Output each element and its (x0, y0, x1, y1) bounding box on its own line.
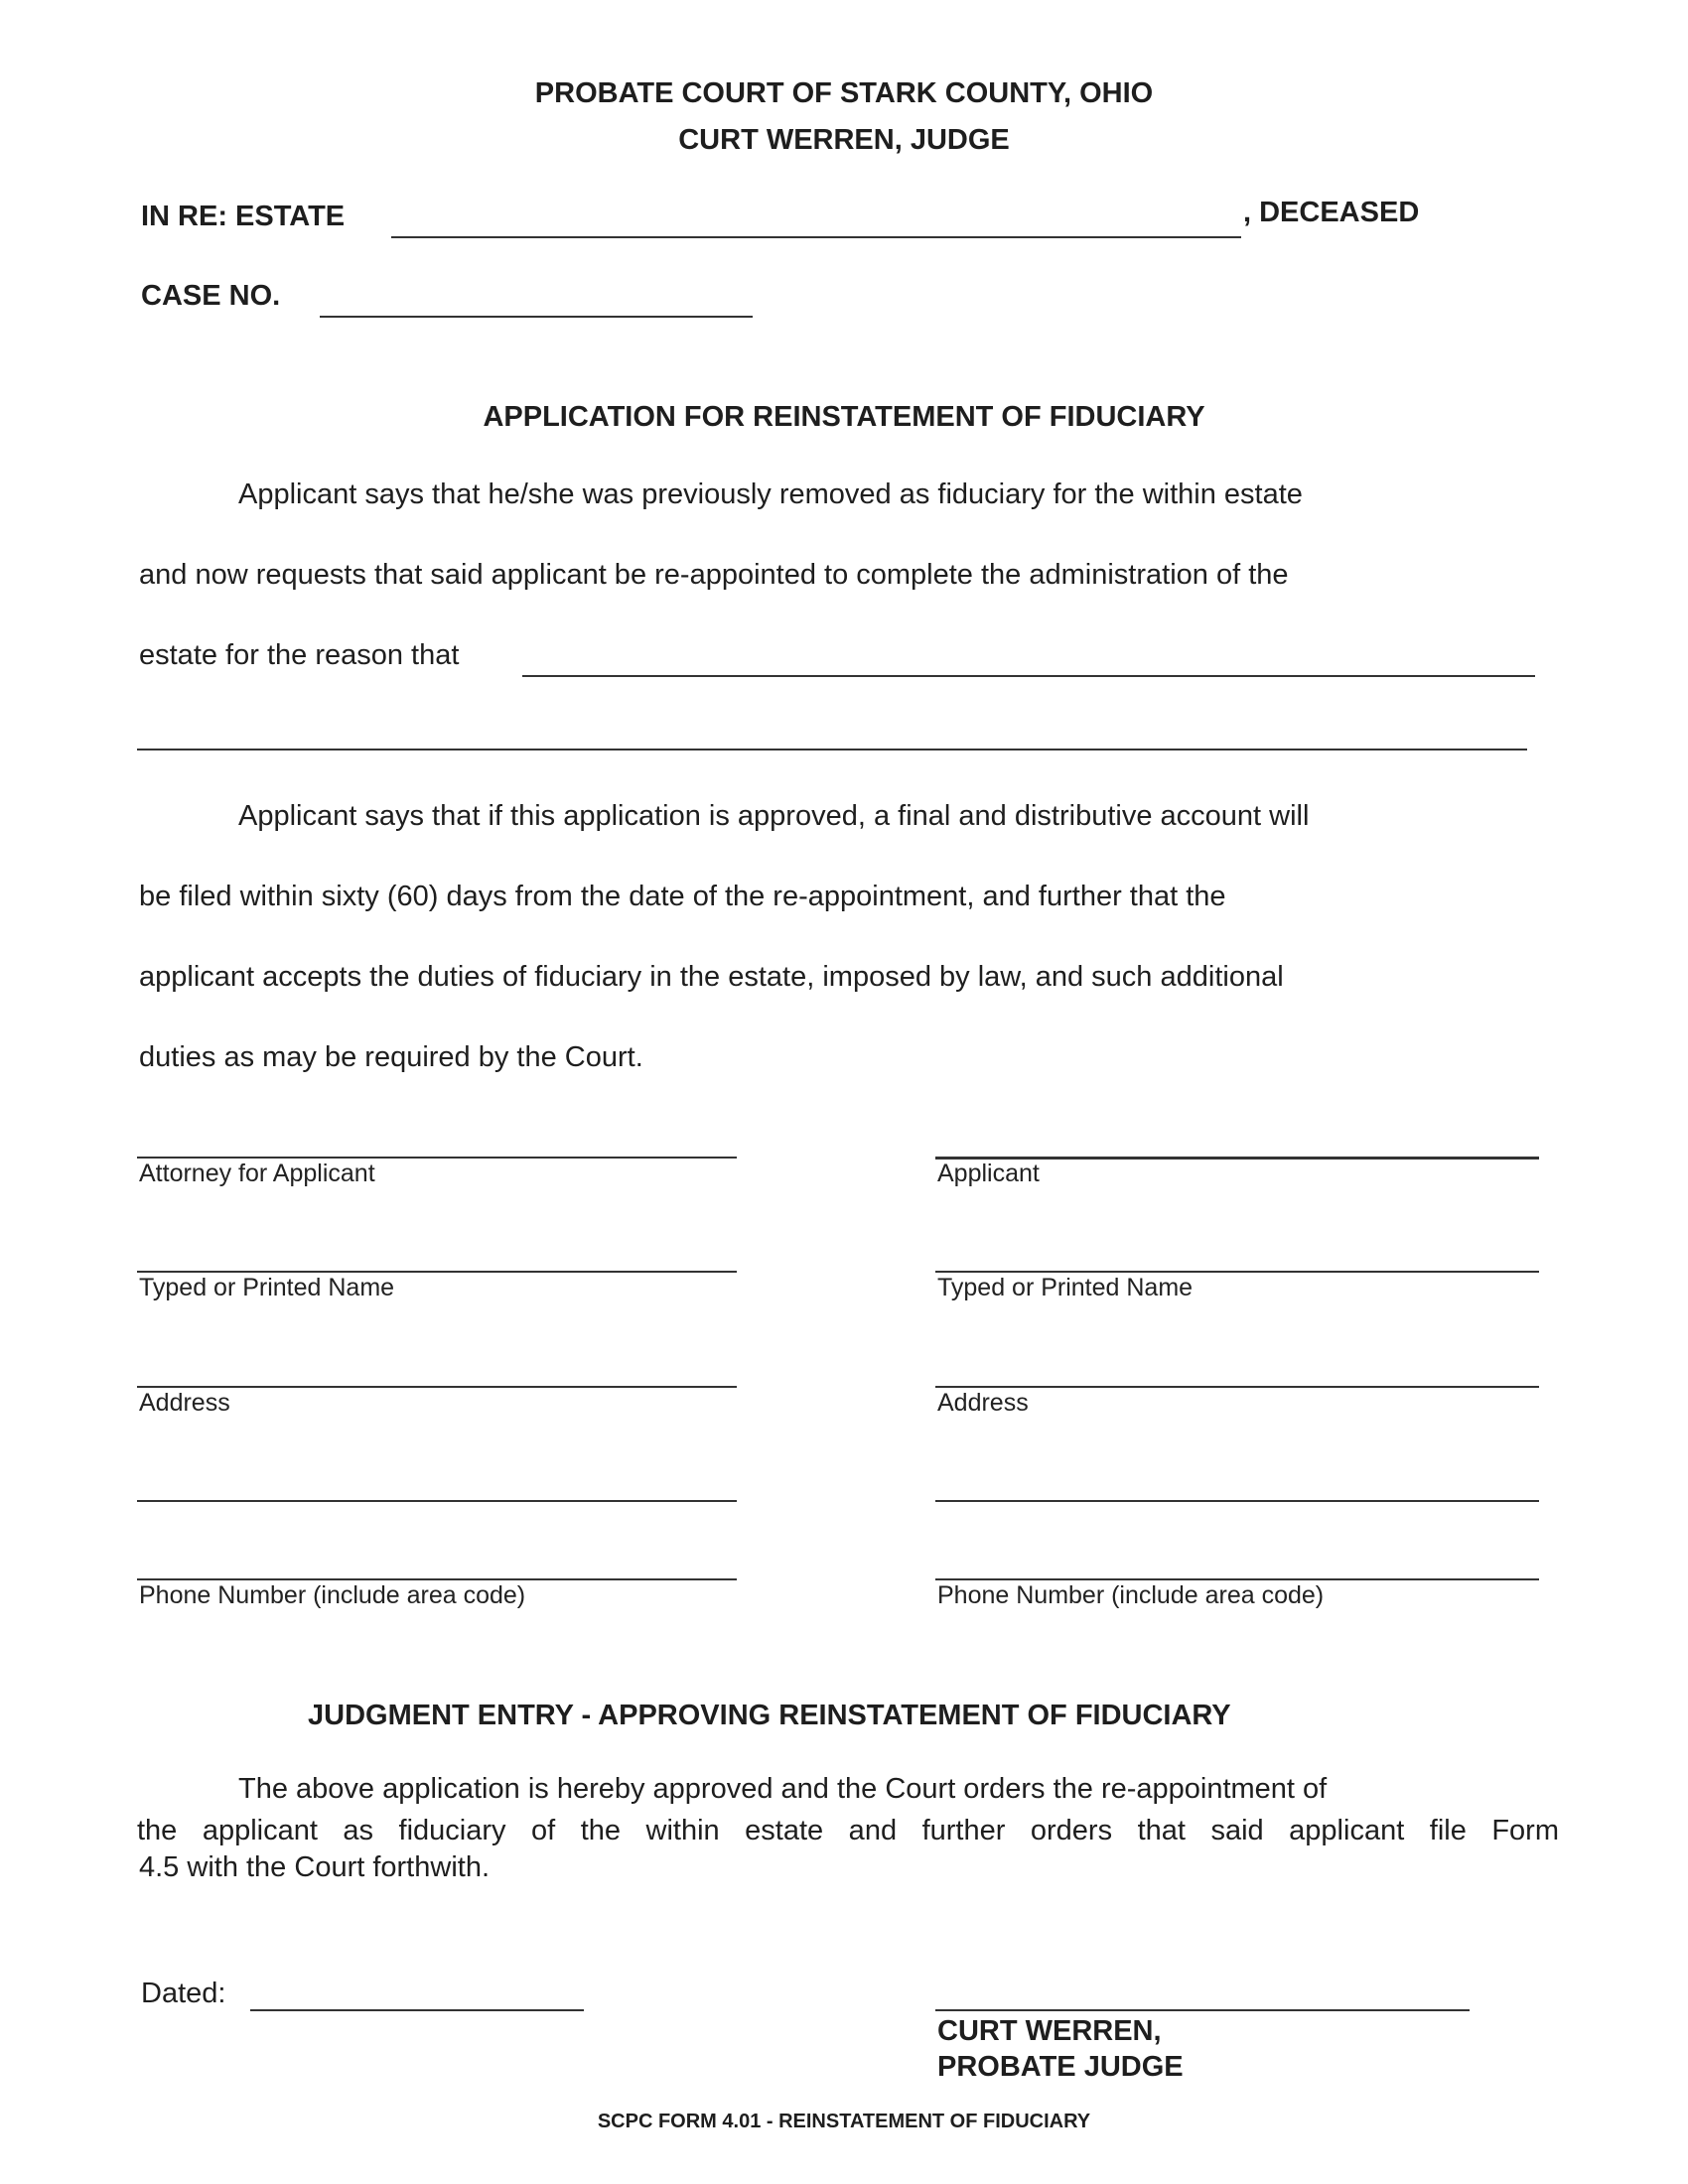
para1-line2: and now requests that said applicant be re-appointed to complete the administration of the (139, 559, 1289, 591)
applicant-name-label: Typed or Printed Name (937, 1274, 1194, 1301)
reason-input[interactable] (522, 635, 1535, 677)
applicant-phone-label: Phone Number (include area code) (937, 1581, 1325, 1609)
judge-title: CURT WERREN, JUDGE (678, 124, 1010, 156)
applicant-address-label: Address (937, 1389, 1029, 1417)
case-number-input[interactable] (320, 276, 753, 318)
attorney-phone-line[interactable] (137, 1578, 737, 1580)
applicant-address-line[interactable] (935, 1386, 1539, 1388)
attorney-name-line[interactable] (137, 1271, 737, 1273)
judgment-title: JUDGMENT ENTRY - APPROVING REINSTATEMENT OF FIDUCIARY (308, 1700, 1231, 1731)
attorney-address-label: Address (139, 1389, 230, 1417)
dated-label: Dated: (141, 1978, 226, 2009)
judge-signature-line[interactable] (935, 2009, 1470, 2011)
attorney-signature-line[interactable] (137, 1157, 737, 1159)
reason-continuation-input[interactable] (137, 709, 1527, 751)
applicant-name-line[interactable] (935, 1271, 1539, 1273)
application-title: APPLICATION FOR REINSTATEMENT OF FIDUCIARY (483, 401, 1205, 433)
dated-input[interactable] (250, 1970, 584, 2011)
judgment-line2: the applicant as fiduciary of the within estate and further orders that said applicant file Form (137, 1815, 1559, 1846)
attorney-phone-label: Phone Number (include area code) (139, 1581, 526, 1609)
para2-line4: duties as may be required by the Court. (139, 1041, 643, 1073)
applicant-phone-line[interactable] (935, 1578, 1539, 1580)
form-id: SCPC FORM 4.01 - REINSTATEMENT OF FIDUCIARY (597, 2111, 1091, 2132)
estate-name-input[interactable] (391, 197, 1241, 238)
attorney-label: Attorney for Applicant (139, 1160, 375, 1187)
judge-title-label: PROBATE JUDGE (937, 2051, 1184, 2083)
case-no-label: CASE NO. (141, 280, 281, 312)
para2-line2: be filed within sixty (60) days from the date of the re-appointment, and further that the (139, 881, 1226, 912)
para2-line1: Applicant says that if this application is approved, a final and distributive account will (238, 800, 1310, 832)
deceased-label: , DECEASED (1243, 197, 1420, 228)
applicant-label: Applicant (937, 1160, 1040, 1187)
para1-line1: Applicant says that he/she was previously removed as fiduciary for the within estate (238, 478, 1303, 510)
court-title: PROBATE COURT OF STARK COUNTY, OHIO (534, 77, 1154, 109)
attorney-address-line-2[interactable] (137, 1500, 737, 1502)
para1-line3: estate for the reason that (139, 639, 460, 671)
applicant-address-line-2[interactable] (935, 1500, 1539, 1502)
attorney-name-label: Typed or Printed Name (139, 1274, 395, 1301)
judge-name: CURT WERREN, (937, 2015, 1162, 2047)
judgment-line1: The above application is hereby approved and the Court orders the re-appointment of (238, 1773, 1328, 1805)
attorney-address-line[interactable] (137, 1386, 737, 1388)
para2-line3: applicant accepts the duties of fiduciary in the estate, imposed by law, and such additional (139, 961, 1284, 993)
judgment-line3: 4.5 with the Court forthwith. (139, 1851, 490, 1883)
in-re-label: IN RE: ESTATE (141, 201, 346, 232)
